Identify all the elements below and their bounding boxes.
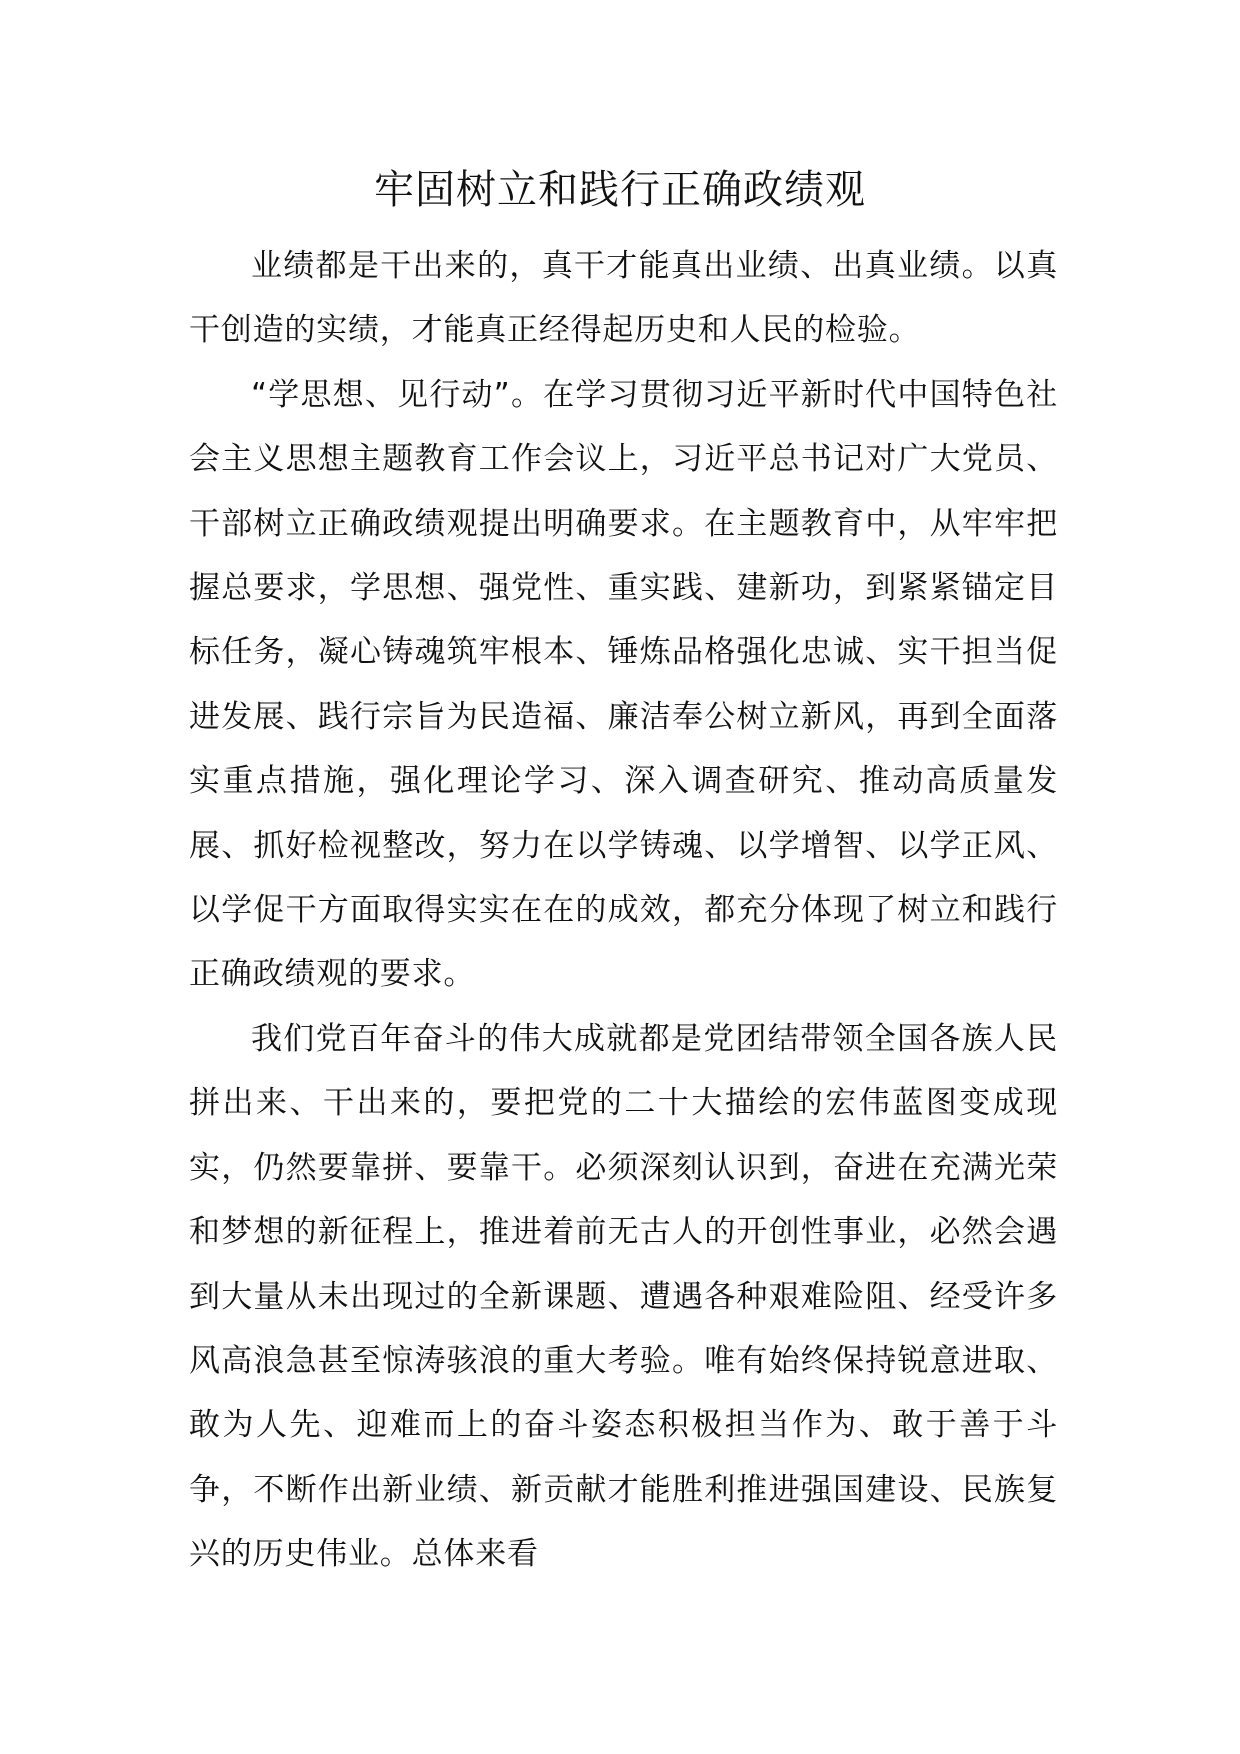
paragraph-3: 我们党百年奋斗的伟大成就都是党团结带领全国各族人民拼出来、干出来的，要把党的二十大描绘的宏伟蓝图变成现实，仍然要靠拼、要靠干。必须深刻认识到，奋进在充满光荣和梦想的新征程上，推进着前无古人的开创性事业，必然会遇到大量从未出现过的全新课题、遭遇各种艰难险阻、经受许多风高浪急甚至惊涛骇浪的重大考验。唯有始终保持锐意进取、敢为人先、迎难而上的奋斗姿态积极担当作为、敢于善于斗争，不断作出新业绩、新贡献才能胜利推进强国建设、民族复兴的历史伟业。总体来看 <box>189 1020 1058 1573</box>
paragraph-1: 业绩都是干出来的，真干才能真出业绩、出真业绩。以真干创造的实绩，才能真正经得起历史和人民的检验。 <box>189 248 1058 349</box>
document-title: 牢固树立和践行正确政绩观 <box>374 167 866 213</box>
document-body <box>189 234 1058 1587</box>
paragraph-2: “学思想、见行动”。在学习贯彻习近平新时代中国特色社会主义思想主题教育工作会议上，习近平总书记对广大党员、干部树立正确政绩观提出明确要求。在主题教育中，从牢牢把握总要求，学思想、强党性、重实践、建新功，到紧紧锚定目标任务，凝心铸魂筑牢根本、锤炼品格强化忠诚、实干担当促进发展、践行宗旨为民造福、廉洁奉公树立新风，再到全面落实重点措施，强化理论学习、深入调查研究、推动高质量发展、抓好检视整改，努力在以学铸魂、以学增智、以学正风、以学促干方面取得实实在在的成效，都充分体现了树立和践行正确政绩观的要求。 <box>189 376 1058 993</box>
